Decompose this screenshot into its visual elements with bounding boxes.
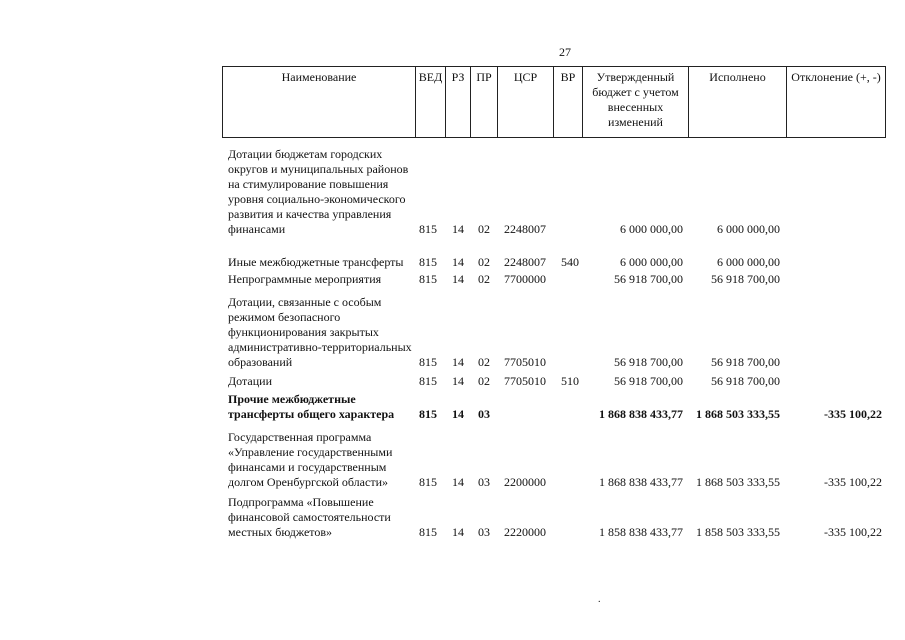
cell-pr: 02: [478, 255, 490, 269]
cell-approved: 1 858 838 433,77: [599, 525, 683, 539]
cell-ved: 815: [419, 272, 437, 286]
cell-executed: 6 000 000,00: [717, 222, 780, 236]
cell-name: Дотации: [228, 374, 273, 388]
table-row: [0, 393, 905, 422]
cell-executed: 1 868 503 333,55: [696, 475, 780, 489]
cell-rz: 14: [452, 525, 464, 539]
cell-approved: 6 000 000,00: [620, 255, 683, 269]
cell-ved: 815: [419, 374, 437, 388]
cell-pr: 02: [478, 222, 490, 236]
cell-ved: 815: [419, 407, 437, 421]
header-deviation: Отклонение (+, -): [786, 67, 885, 137]
header-executed: Исполнено: [688, 67, 786, 137]
cell-rz: 14: [452, 222, 464, 236]
cell-csr: 2248007: [504, 255, 546, 269]
cell-name: Дотации бюджетам городских округов и муниципальных районов на стимулирование повышения уровня социально-экономического развития и качества управления финансами: [228, 147, 409, 236]
cell-rz: 14: [452, 255, 464, 269]
cell-csr: 2220000: [504, 525, 546, 539]
cell-csr: 7700000: [504, 272, 546, 286]
cell-vr: 540: [561, 255, 579, 269]
cell-pr: 03: [478, 525, 490, 539]
cell-rz: 14: [452, 475, 464, 489]
cell-pr: 03: [478, 475, 490, 489]
cell-pr: 02: [478, 272, 490, 286]
cell-vr: 510: [561, 374, 579, 388]
cell-ved: 815: [419, 475, 437, 489]
cell-approved: 1 868 838 433,77: [599, 475, 683, 489]
cell-rz: 14: [452, 374, 464, 388]
cell-pr: 02: [478, 374, 490, 388]
table-row: [0, 291, 905, 370]
cell-ved: 815: [419, 355, 437, 369]
cell-rz: 14: [452, 272, 464, 286]
cell-csr: 2248007: [504, 222, 546, 236]
table-row: [0, 374, 905, 389]
cell-executed: 56 918 700,00: [711, 355, 780, 369]
cell-csr: 7705010: [504, 374, 546, 388]
header-ved: ВЕД: [415, 67, 445, 137]
cell-csr: 2200000: [504, 475, 546, 489]
cell-csr: 7705010: [504, 355, 546, 369]
header-vr: ВР: [553, 67, 582, 137]
header-name: Наименование: [281, 70, 357, 84]
cell-ved: 815: [419, 525, 437, 539]
cell-ved: 815: [419, 255, 437, 269]
cell-name: Подпрограмма «Повышение финансовой самостоятельности местных бюджетов»: [228, 495, 391, 539]
cell-deviation: -335 100,22: [824, 475, 882, 489]
header-rz: РЗ: [445, 67, 470, 137]
table-row: [0, 424, 905, 490]
cell-rz: 14: [452, 355, 464, 369]
page-number: 27: [559, 45, 571, 59]
cell-approved: 56 918 700,00: [614, 374, 683, 388]
cell-ved: 815: [419, 222, 437, 236]
header-pr: ПР: [470, 67, 497, 137]
footnote-mark: .: [598, 594, 601, 605]
cell-executed: 1 868 503 333,55: [696, 407, 780, 421]
cell-name: Государственная программа «Управление государственными финансами и государственным долгом Оренбургской области»: [228, 430, 393, 489]
cell-approved: 1 868 838 433,77: [599, 407, 683, 421]
cell-name: Дотации, связанные с особым режимом безопасного функционирования закрытых административно-территориальных образований: [228, 295, 412, 369]
table-row: [0, 272, 905, 287]
header-approved: Утвержденный бюджет с учетом внесенных изменений: [582, 67, 688, 137]
cell-pr: 03: [478, 407, 490, 421]
cell-approved: 6 000 000,00: [620, 222, 683, 236]
cell-name: Непрограммные мероприятия: [228, 272, 382, 286]
cell-executed: 1 858 503 333,55: [696, 525, 780, 539]
cell-name: Иные межбюджетные трансферты: [228, 255, 404, 269]
cell-name: Прочие межбюджетные трансферты общего характера: [228, 392, 395, 421]
cell-executed: 56 918 700,00: [711, 374, 780, 388]
table-row: [0, 139, 905, 237]
header-csr: ЦСР: [497, 67, 553, 137]
cell-deviation: -335 100,22: [824, 525, 882, 539]
table-row: [0, 239, 905, 270]
cell-approved: 56 918 700,00: [614, 272, 683, 286]
cell-approved: 56 918 700,00: [614, 355, 683, 369]
table-row: [0, 492, 905, 540]
cell-executed: 56 918 700,00: [711, 272, 780, 286]
cell-deviation: -335 100,22: [824, 407, 882, 421]
cell-rz: 14: [452, 407, 464, 421]
cell-pr: 02: [478, 355, 490, 369]
cell-executed: 6 000 000,00: [717, 255, 780, 269]
